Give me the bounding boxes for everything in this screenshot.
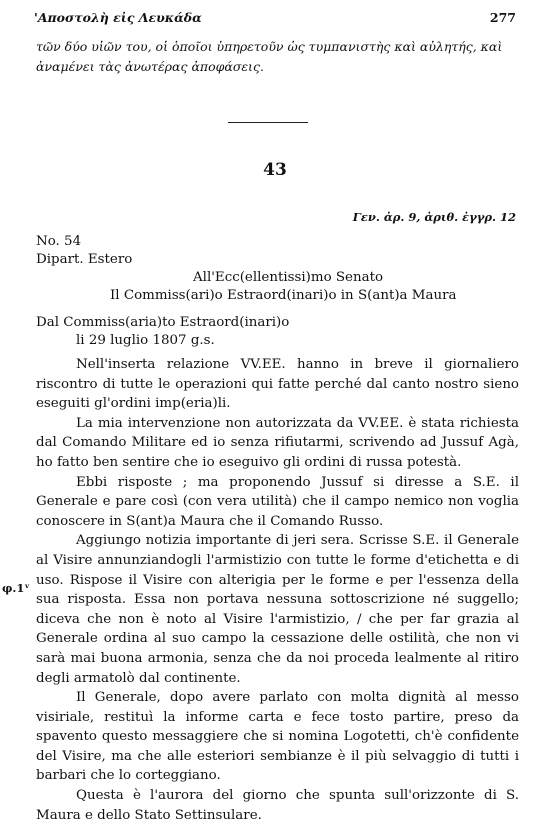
protocol-number: No. 54: [36, 234, 82, 249]
paragraph: La mia intervenzione non autorizzata da VV.EE. è stata richiesta dal Comando Militare ed io senza rifiutarmi, scrivendo ad Jussuf Agà, ho fatto ben sentire che io eseguivo gli ordini di russa potestà.: [36, 415, 519, 470]
page-number: 277: [489, 10, 516, 25]
letter-body: [36, 355, 519, 825]
sender-line: Il Commiss(ari)o Estraord(inari)o in S(ant)a Maura: [110, 288, 457, 303]
date-line: li 29 luglio 1807 g.s.: [76, 333, 215, 348]
paragraph: Il Generale, dopo avere parlato con molta dignità al messo visiriale, restituì la informe carta e fece tosto partire, preso da spavento questo messaggiere che si nomina Logotetti, ch'è confidente del Visire, ma che alle esteriori sembianze è il più selvaggio di tutti i barbari che lo corteggiano.: [36, 690, 519, 784]
running-title: 'Αποστολὴ εἰς Λευκάδα: [34, 10, 202, 25]
archive-reference: Γεν. ἀρ. 9, ἀριθ. ἐγγρ. 12: [352, 210, 516, 224]
document-number: 43: [263, 160, 287, 180]
paragraph: Questa è l'aurora del giorno che spunta sull'orizzonte di S. Maura e dello Stato Settinsulare.: [36, 788, 519, 823]
section-separator: [228, 122, 308, 123]
paragraph: Aggiungo notizia importante di jeri sera. Scrisse S.E. il Generale al Visire annunziandogli l'armistizio con tutte le forme d'etichetta e di uso. Rispose il Visire con alterigia per le forme e per l'essenza della sua risposta. Essa non portava nessuna sottoscrizione né suggello; diceva che non è noto al Visire l'armistizio, / che per far grazia al Generale ordina al suo campo la cessazione delle ostilità, che non vi sarà mai buona armonia, senza che da noi proceda lealmente al ritiro degli armatolò dal continente.: [36, 533, 519, 686]
greek-continuation-text: τῶν δύο υἱῶν του, οἱ ὁποῖοι ὑπηρετοῦν ὡς τυμπανιστὴς καὶ αὐλητής, καὶ ἀναμένει τὰς ἀνωτέρας ἀποφάσεις.: [36, 39, 503, 74]
folio-margin-note: φ.1ᵛ: [2, 581, 31, 595]
from-line: Dal Commiss(aria)to Estraord(inari)o: [36, 315, 290, 330]
addressee-line: All'Ecc(ellentissi)mo Senato: [193, 270, 384, 285]
paragraph: Nell'inserta relazione VV.EE. hanno in breve il giornaliero riscontro di tutte le operazioni qui fatte perché dal canto nostro sieno eseguiti gl'ordini imp(eria)li.: [36, 357, 519, 412]
paragraph: Ebbi risposte ; ma proponendo Jussuf si diresse a S.E. il Generale e pare così (con vera utilità) che il campo nemico non voglia conoscere in S(ant)a Maura che il Comando Russo.: [36, 474, 519, 529]
department-line: Dipart. Estero: [36, 252, 133, 267]
